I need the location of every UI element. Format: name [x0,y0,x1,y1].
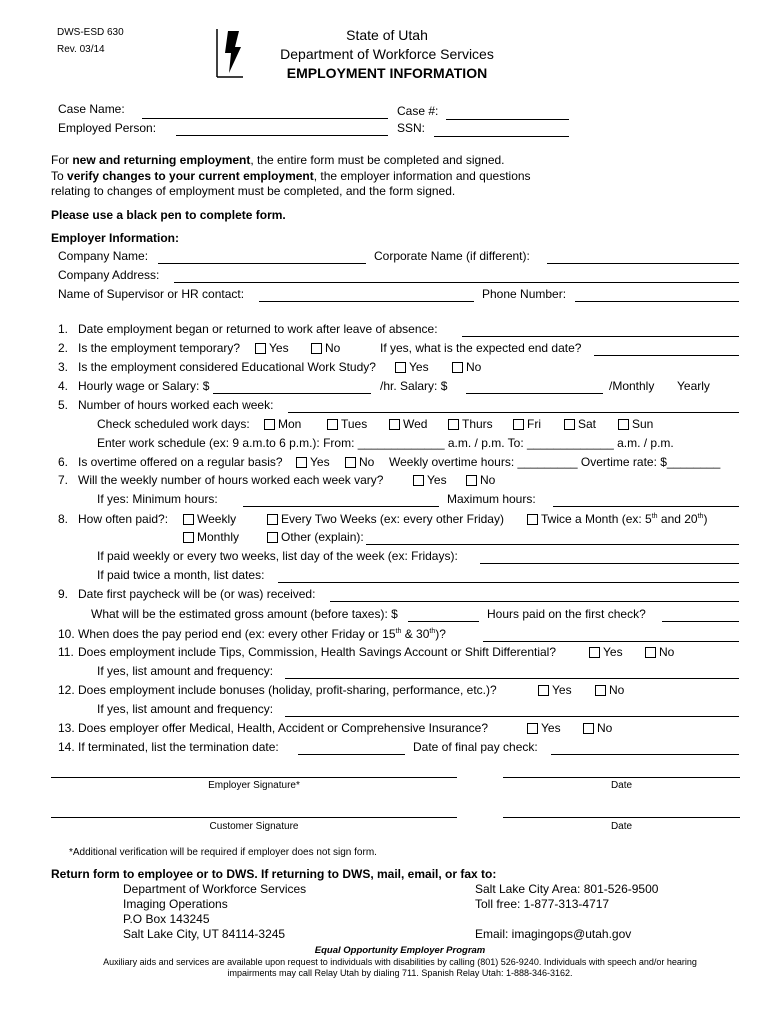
q13-no[interactable]: No [583,721,612,735]
q10-text: 10. When does the pay period end (ex: every other Friday or 15th & 30th)? [58,627,446,641]
paid-weekly[interactable]: Weekly [183,512,236,526]
customer-date-label: Date [610,821,633,832]
customer-signature-label: Customer Signature [209,821,299,832]
q9-text: 9. Date first paycheck will be (or was) received: [58,587,316,601]
checkbox-icon[interactable] [345,457,356,468]
form-title: EMPLOYMENT INFORMATION [286,65,488,81]
checkbox-icon[interactable] [589,647,600,658]
q13-text: 13. Does employer offer Medical, Health, Accident or Comprehensive Insurance? [58,721,488,735]
hours-first-check-field[interactable] [662,621,739,622]
return-address-1: Department of Workforce Services [123,882,307,896]
q2-end-label: If yes, what is the expected end date? [380,341,582,355]
checkbox-icon[interactable] [466,475,477,486]
day-thurs[interactable]: Thurs [448,417,493,431]
state-title: State of Utah [346,27,428,43]
day-wed[interactable]: Wed [389,417,427,431]
case-number-label: Case #: [397,104,439,118]
paid-every-two-weeks[interactable]: Every Two Weeks (ex: every other Friday) [267,512,504,526]
day-mon[interactable]: Mon [264,417,301,431]
checkbox-icon[interactable] [513,419,524,430]
q2-no[interactable]: No [311,341,340,355]
checkbox-icon[interactable] [267,532,278,543]
checkbox-icon[interactable] [527,514,538,525]
checkbox-icon[interactable] [389,419,400,430]
q7-text: 7. Will the weekly number of hours worked each week vary? [58,473,384,487]
q13-yes[interactable]: Yes [527,721,561,735]
final-pay-label: Date of final pay check: [413,740,538,754]
checkbox-icon[interactable] [296,457,307,468]
eoe-heading: Equal Opportunity Employer Program [314,945,486,956]
company-address-field[interactable] [174,282,739,283]
company-address-label: Company Address: [58,268,160,282]
return-phone-1: Salt Lake City Area: 801-526-9500 [475,882,659,896]
q9-field[interactable] [330,601,739,602]
return-address-4: Salt Lake City, UT 84114-3245 [123,927,286,941]
q12-list-label: If yes, list amount and frequency: [97,702,274,716]
hourly-wage-field[interactable] [213,393,371,394]
q6-no[interactable]: No [345,455,374,469]
checkbox-icon[interactable] [327,419,338,430]
work-schedule-text: Enter work schedule (ex: 9 a.m.to 6 p.m.): From: _____________ a.m. / p.m. To: _____________ a.m. / p.m. [97,436,674,450]
q3-yes[interactable]: Yes [395,360,429,374]
checkbox-icon[interactable] [183,514,194,525]
ssn-field[interactable] [434,136,569,137]
checkbox-icon[interactable] [395,362,406,373]
case-name-field[interactable] [142,118,388,119]
checkbox-icon[interactable] [527,723,538,734]
salary-label: /hr. Salary: $ [380,379,448,393]
return-heading: Return form to employee or to DWS. If returning to DWS, mail, email, or fax to: [51,867,497,881]
checkbox-icon[interactable] [311,343,322,354]
checkbox-icon[interactable] [413,475,424,486]
q3-no[interactable]: No [452,360,481,374]
corporate-name-label: Corporate Name (if different): [374,249,530,263]
q12-no[interactable]: No [595,683,624,697]
checkbox-icon[interactable] [564,419,575,430]
form-id: DWS-ESD 630 [57,27,124,38]
q7-yes[interactable]: Yes [413,473,447,487]
day-sun[interactable]: Sun [618,417,653,431]
ssn-label: SSN: [397,121,426,135]
employed-person-label: Employed Person: [58,121,157,135]
checkbox-icon[interactable] [267,514,278,525]
q1-text: 1. Date employment began or returned to work after leave of absence: [58,322,438,336]
return-email: Email: imagingops@utah.gov [475,927,632,941]
customer-signature-field[interactable] [51,817,457,818]
q2-end-field[interactable] [594,355,739,356]
revision: Rev. 03/14 [57,44,105,55]
q8-text: 8. How often paid?: [58,512,169,526]
q12-list-field[interactable] [285,716,739,717]
corporate-name-field[interactable] [547,263,739,264]
final-pay-field[interactable] [551,754,739,755]
return-address-3: P.O Box 143245 [123,912,210,926]
q11-text: 11. Does employment include Tips, Commission, Health Savings Account or Shift Differential? [58,645,557,659]
utah-state-logo-icon [215,27,247,79]
phone-field[interactable] [575,301,739,302]
q6-yes[interactable]: Yes [296,455,330,469]
supervisor-label: Name of Supervisor or HR contact: [58,287,245,301]
intro-line-1: For new and returning employment, the entire form must be completed and signed. [51,153,505,167]
customer-date-field[interactable] [503,817,740,818]
paid-dates-label: If paid twice a month, list dates: [97,568,265,582]
checkbox-icon[interactable] [264,419,275,430]
checkbox-icon[interactable] [595,685,606,696]
salary-field[interactable] [466,393,603,394]
q7-no[interactable]: No [466,473,495,487]
intro-line-3: relating to changes of employment must be completed, and the form signed. [51,184,456,198]
footer-line-1: Auxiliary aids and services are available upon request to individuals with disabilities by calling (801) 526-9240. Individuals with speech and/or hearing [103,957,697,967]
footer-line-2: impairments may call Relay Utah by dialing 711. Spanish Relay Utah: 1-888-346-3162. [227,968,573,978]
checkbox-icon[interactable] [452,362,463,373]
q4-text: 4. Hourly wage or Salary: $ [58,379,210,393]
checkbox-icon[interactable] [255,343,266,354]
checkbox-icon[interactable] [583,723,594,734]
employer-date-field[interactable] [503,777,740,778]
checkbox-icon[interactable] [538,685,549,696]
case-name-label: Case Name: [58,102,125,116]
q5-text: 5. Number of hours worked each week: [58,398,274,412]
checkbox-icon[interactable] [183,532,194,543]
termination-date-field[interactable] [298,754,405,755]
q14-text: 14. If terminated, list the termination date: [58,740,279,754]
case-number-field[interactable] [446,119,569,120]
weekday-label: If paid weekly or every two weeks, list day of the week (ex: Fridays): [97,549,458,563]
employer-heading: Employer Information: [51,231,180,245]
company-name-label: Company Name: [58,249,149,263]
q12-yes[interactable]: Yes [538,683,572,697]
q6-text: 6. Is overtime offered on a regular basis? [58,455,283,469]
gross-amount-field[interactable] [408,621,479,622]
weekday-field[interactable] [480,563,739,564]
q3-text: 3. Is the employment considered Educational Work Study? [58,360,376,374]
max-hours-label: Maximum hours: [447,492,536,506]
verification-note: *Additional verification will be required if employer does not sign form. [69,847,377,858]
department-title: Department of Workforce Services [280,46,494,62]
day-fri[interactable]: Fri [513,417,541,431]
min-hours-label: If yes: Minimum hours: [97,492,218,506]
supervisor-field[interactable] [259,301,474,302]
employer-date-label: Date [610,780,633,791]
q11-list-label: If yes, list amount and frequency: [97,664,274,678]
phone-label: Phone Number: [482,287,567,301]
employer-signature-field[interactable] [51,777,457,778]
q10-field[interactable] [483,641,739,642]
check-days-label: Check scheduled work days: [97,417,250,431]
q2-text: 2. Is the employment temporary? [58,341,241,355]
checkbox-icon[interactable] [645,647,656,658]
checkbox-icon[interactable] [618,419,629,430]
paid-twice-a-month[interactable]: Twice a Month (ex: 5th and 20th) [527,512,707,526]
yearly-label: Yearly [677,379,710,393]
paid-other[interactable]: Other (explain): [267,530,364,544]
monthly-label: /Monthly [609,379,655,393]
q11-yes[interactable]: Yes [589,645,623,659]
gross-amount-label: What will be the estimated gross amount (before taxes): $ [91,607,398,621]
pen-instruction: Please use a black pen to complete form. [51,208,286,222]
q1-field[interactable] [462,336,739,337]
return-phone-2: Toll free: 1-877-313-4717 [475,897,610,911]
employer-signature-label: Employer Signature* [208,780,300,791]
q11-list-field[interactable] [285,678,739,679]
q5-hours-field[interactable] [288,412,739,413]
day-tues[interactable]: Tues [327,417,367,431]
intro-line-2: To verify changes to your current employment, the employer information and questions [51,169,531,183]
day-sat[interactable]: Sat [564,417,596,431]
hours-first-check-label: Hours paid on the first check? [487,607,646,621]
company-name-field[interactable] [158,263,366,264]
paid-monthly[interactable]: Monthly [183,530,239,544]
overtime-text: Weekly overtime hours: _________ Overtime rate: $________ [389,455,721,469]
q2-yes[interactable]: Yes [255,341,289,355]
return-address-2: Imaging Operations [123,897,228,911]
min-hours-field[interactable] [243,506,439,507]
q12-text: 12. Does employment include bonuses (holiday, profit-sharing, performance, etc.)? [58,683,497,697]
employed-person-field[interactable] [176,135,388,136]
q11-no[interactable]: No [645,645,674,659]
paid-dates-field[interactable] [278,582,739,583]
checkbox-icon[interactable] [448,419,459,430]
paid-other-field[interactable] [366,544,739,545]
max-hours-field[interactable] [553,506,739,507]
